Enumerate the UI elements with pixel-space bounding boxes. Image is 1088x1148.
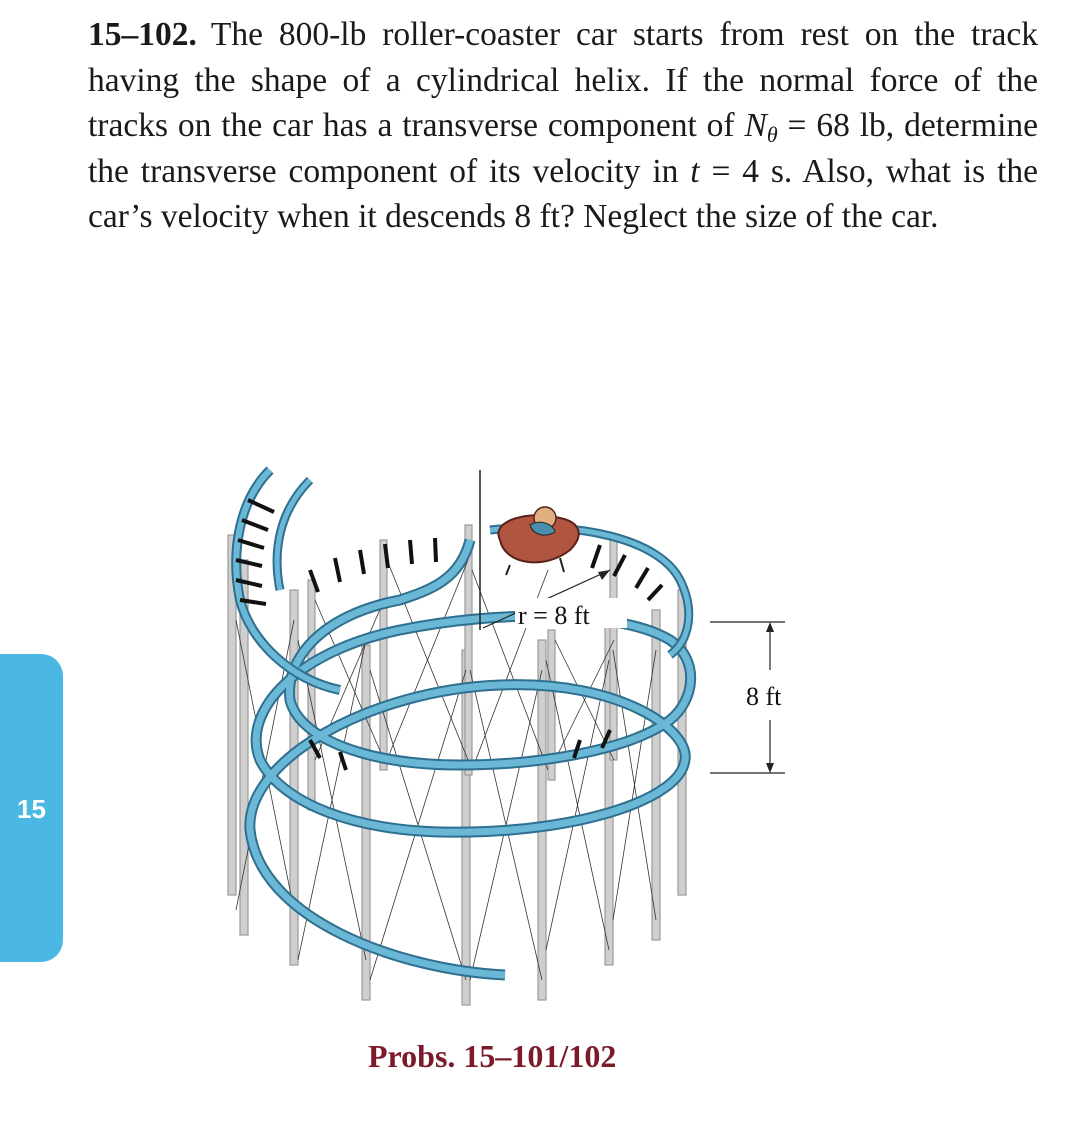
height-label: 8 ft [746,682,782,711]
track-ties [236,500,662,770]
roller-coaster-figure [200,440,820,1040]
problem-text-part2: = 68 lb, determine the transverse component of its velocity in [88,107,1039,190]
height-arrow-down [766,763,774,773]
symbol-theta: θ [766,122,778,147]
problem-number: 15–102. [88,16,197,53]
problem-text-part1: The 800-lb roller-coaster car starts from rest on the track having the shape of a cylindrical helix. If the normal force of the tracks on the car has a transverse component of [88,16,1038,144]
figure-caption: Probs. 15–101/102 [368,1038,617,1074]
symbol-t: t [690,152,700,190]
roller-coaster-car [498,507,578,575]
chapter-number: 15 [17,794,46,824]
problem-text [88,12,1038,240]
radius-arrowhead [598,570,610,580]
height-arrow-up [766,622,774,632]
problem-text-part3: = 4 s. Also, what is the car’s velocity when it descends 8 ft? Neglect the size of the car. [88,152,1038,235]
radius-label: r = 8 ft [518,601,590,630]
symbol-n: N [744,107,767,144]
